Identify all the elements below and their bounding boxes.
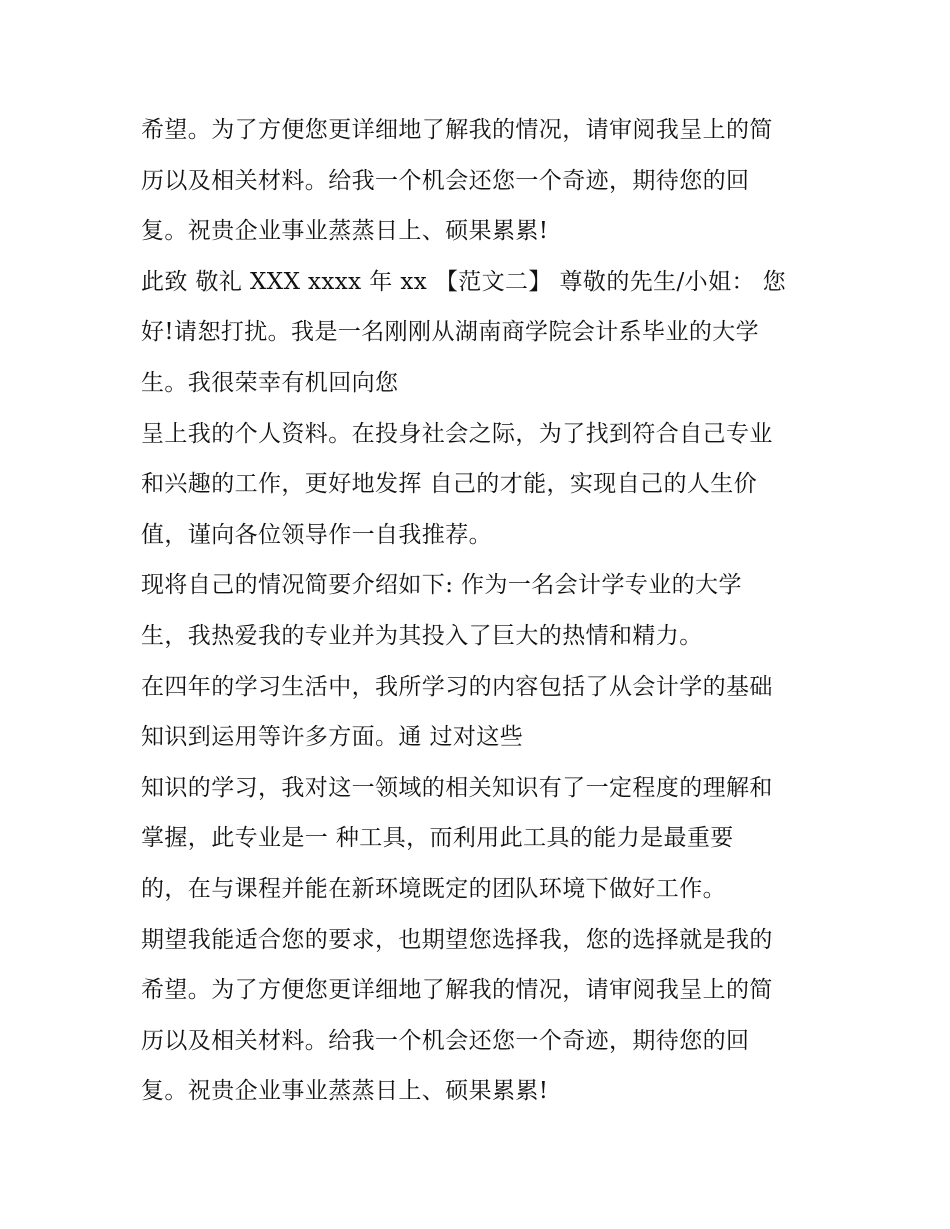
text-line: 呈上我的个人资料。在投身社会之际，为了找到符合自己专业: [141, 420, 773, 447]
text-line: 值，谨向各位领导作一自我推荐。: [141, 521, 492, 548]
letter-body: [141, 105, 821, 1117]
text-line: 掌握，此专业是一 种工具，而利用此工具的能力是最重要: [141, 825, 734, 852]
text-line: 在四年的学习生活中，我所学习的内容包括了从会计学的基础: [141, 673, 773, 700]
text-line: 和兴趣的工作，更好地发挥 自己的才能，实现自己的人生价: [141, 471, 758, 498]
text-line: 好!请恕打扰。我是一名刚刚从湖南商学院会计系毕业的大学: [141, 319, 760, 346]
text-line: 历以及相关材料。给我一个机会还您一个奇迹，期待您的回: [141, 1027, 750, 1054]
text-line: 复。祝贵企业事业蒸蒸日上、硕果累累!: [141, 218, 549, 245]
text-line: 生。我很荣幸有机回向您: [141, 369, 399, 396]
text-line: 此致 敬礼 XXX xxxx 年 xx 【范文二】 尊敬的先生/小姐： 您: [141, 268, 786, 295]
text-line: 现将自己的情况简要介绍如下: 作为一名会计学专业的大学: [141, 572, 742, 599]
text-line: 希望。为了方便您更详细地了解我的情况，请审阅我呈上的简: [141, 117, 773, 143]
text-line: 生，我热爱我的专业并为其投入了巨大的热情和精力。: [141, 622, 703, 649]
text-line: 历以及相关材料。给我一个机会还您一个奇迹，期待您的回: [141, 167, 750, 194]
text-line: 知识到运用等许多方面。通 过对这些: [141, 724, 524, 751]
text-line: 希望。为了方便您更详细地了解我的情况，请审阅我呈上的简: [141, 977, 773, 1004]
text-line: 的，在与课程并能在新环境既定的团队环境下做好工作。: [141, 875, 726, 902]
text-line: 知识的学习，我对这一领域的相关知识有了一定程度的理解和: [141, 774, 773, 801]
text-line: 期望我能适合您的要求，也期望您选择我，您的选择就是我的: [141, 926, 773, 953]
text-line: 复。祝贵企业事业蒸蒸日上、硕果累累!: [141, 1078, 549, 1105]
